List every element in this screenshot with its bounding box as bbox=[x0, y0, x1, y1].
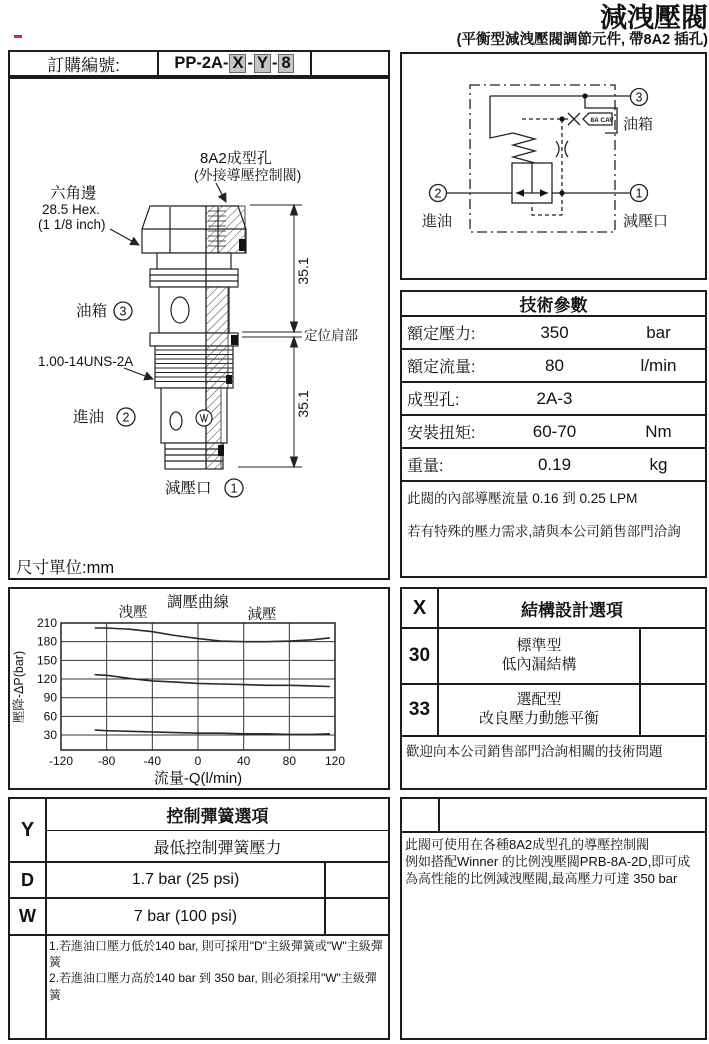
tank-port-number: 3 bbox=[119, 304, 127, 319]
option-empty-cell bbox=[324, 899, 388, 934]
dim-35-1-bottom: 35.1 bbox=[295, 390, 311, 418]
spring-pressure-value: 1.7 bar (25 psi) bbox=[131, 871, 240, 888]
param-value: 80 bbox=[545, 355, 564, 375]
option-empty-cell bbox=[639, 629, 705, 683]
option-code: 30 bbox=[402, 629, 439, 683]
x-tick-label: -80 bbox=[97, 754, 116, 768]
hex-label-line2: 28.5 Hex. bbox=[42, 202, 100, 217]
param-label: 安裝扭矩: bbox=[407, 425, 476, 442]
chart-xlabel: 流量-Q(l/min) bbox=[153, 770, 243, 787]
tank-port-label: 油箱 bbox=[76, 303, 108, 320]
chart-title: 調壓曲線 bbox=[166, 594, 230, 611]
option-code-y: Y bbox=[10, 799, 47, 861]
dimension-unit-note: 尺寸單位:mm bbox=[16, 559, 115, 577]
plug-cross-symbol bbox=[568, 113, 580, 125]
hex-label-line1: 六角邊 bbox=[50, 185, 97, 202]
page-title: 減洩壓閥 bbox=[600, 3, 708, 33]
spring-options-title: 控制彈簧選項 bbox=[47, 799, 388, 831]
junction-dots bbox=[559, 93, 587, 195]
param-label: 重量: bbox=[407, 458, 444, 475]
pilot-lines bbox=[522, 119, 568, 215]
option-code: W bbox=[10, 899, 47, 934]
order-code-sep: - bbox=[247, 54, 253, 72]
port-2-number: 2 bbox=[434, 186, 442, 201]
spring-options-subtitle: 最低控制彈簧壓力 bbox=[153, 840, 282, 857]
order-code-sep: - bbox=[271, 54, 278, 72]
shoulder-label: 定位肩部 bbox=[304, 328, 358, 343]
cavity-tag-label: 8A CAV bbox=[590, 117, 614, 124]
y-tick-label: 150 bbox=[36, 653, 57, 668]
y-tick-label: 210 bbox=[36, 616, 57, 630]
chart-series-curve-high bbox=[95, 628, 329, 642]
inlet-port-label: 進油 bbox=[73, 409, 105, 426]
spring-note-left-cell bbox=[10, 936, 47, 1038]
param-unit: Nm bbox=[645, 421, 672, 441]
order-number-label: 訂購編號: bbox=[47, 56, 120, 75]
structure-options-header bbox=[402, 589, 705, 629]
hex-leader-line bbox=[110, 229, 139, 245]
order-number-row bbox=[8, 50, 390, 77]
structure-options-title: 結構設計選項 bbox=[521, 600, 623, 620]
x-tick-label: 0 bbox=[194, 754, 202, 768]
hydraulic-schematic-box bbox=[400, 52, 707, 280]
order-code-option-8: 8 bbox=[278, 54, 293, 73]
structure-options-table bbox=[400, 587, 707, 790]
thread-spec-label: 1.00-14UNS-2A bbox=[38, 354, 134, 369]
valve-cross-section-drawing bbox=[10, 79, 388, 578]
spring-option-row-d bbox=[10, 863, 388, 899]
param-value: 0.19 bbox=[537, 454, 572, 474]
order-code bbox=[157, 52, 312, 75]
order-code-option-x: X bbox=[229, 54, 246, 73]
chart-ylabel: 壓降-ΔP(bar) bbox=[12, 650, 26, 724]
spring-pressure-value: 7 bar (100 psi) bbox=[133, 907, 238, 925]
thread-leader-line bbox=[124, 368, 153, 379]
cavity-leader-line bbox=[216, 183, 226, 202]
footer-note-box bbox=[400, 797, 707, 1040]
chart-plot-area bbox=[37, 616, 345, 768]
valve-envelope bbox=[470, 85, 615, 232]
param-value: 350 bbox=[540, 322, 569, 342]
spring-options-table bbox=[8, 797, 390, 1040]
option-empty-cell bbox=[324, 863, 388, 897]
spring-options-notes bbox=[49, 938, 388, 1003]
option-description bbox=[439, 629, 639, 683]
x-tick-label: 80 bbox=[282, 754, 297, 768]
x-tick-label: 40 bbox=[236, 754, 251, 768]
chart-series-curve-low bbox=[95, 730, 329, 734]
tech-params-title: 技術參數 bbox=[402, 292, 705, 317]
option-desc-line2: 改良壓力動態平衡 bbox=[478, 710, 599, 727]
spring-line bbox=[490, 96, 513, 138]
hydraulic-schematic bbox=[402, 54, 705, 278]
footer-empty-cell bbox=[402, 799, 440, 831]
y-tick-label: 90 bbox=[43, 690, 57, 705]
inlet-port-number: 2 bbox=[122, 410, 130, 425]
structure-option-row-30 bbox=[402, 629, 705, 685]
param-label: 成型孔: bbox=[407, 392, 460, 409]
outlet-port-number: 1 bbox=[230, 481, 238, 496]
chart-label-reducing: 減壓 bbox=[247, 607, 277, 623]
option-desc-line1: 選配型 bbox=[516, 691, 562, 709]
cavity-label-line1: 8A2成型孔 bbox=[200, 150, 272, 167]
option-code: 33 bbox=[402, 685, 439, 735]
page-subtitle: (平衡型減洩壓閥調節元件, 帶8A2 插孔) bbox=[456, 32, 708, 49]
pressure-curve-chart-box bbox=[8, 587, 390, 790]
table-row bbox=[402, 317, 705, 350]
chart-series-curve-mid bbox=[95, 675, 329, 687]
option-desc-line1: 標準型 bbox=[516, 637, 562, 655]
structure-options-note: 歡迎向本公司銷售部門洽詢相關的技術問題 bbox=[406, 744, 663, 759]
option-code: D bbox=[10, 863, 47, 897]
table-row bbox=[402, 383, 705, 416]
x-tick-label: -120 bbox=[48, 754, 74, 768]
outlet-port-label: 減壓口 bbox=[165, 480, 212, 497]
footer-note-line1: 此閥可使用在各種8A2成型孔的導壓控制閥 bbox=[405, 837, 650, 852]
order-code-option-y: Y bbox=[254, 54, 271, 73]
tech-note-1: 此閥的內部導壓流量 0.16 到 0.25 LPM bbox=[407, 491, 638, 506]
param-label: 額定壓力: bbox=[407, 326, 476, 343]
table-row bbox=[402, 350, 705, 383]
port-3-label: 油箱 bbox=[623, 116, 654, 133]
spring-note-2: 2.若進油口壓力高於140 bar 到 350 bar, 則必須採用"W"主級彈簧 bbox=[49, 971, 377, 1002]
x-tick-label: 120 bbox=[324, 754, 346, 768]
y-tick-label: 30 bbox=[43, 728, 57, 743]
param-value: 60-70 bbox=[532, 421, 577, 441]
spring-symbol bbox=[513, 133, 535, 163]
param-label: 額定流量: bbox=[407, 359, 476, 376]
spring-note-1: 1.若進油口壓力低於140 bar, 則可採用"D"主級彈簧或"W"主級彈簧 bbox=[49, 939, 383, 970]
footer-note-line3: 為高性能的比例減洩壓閥,最高壓力可達 350 bar bbox=[405, 870, 678, 886]
port-1-label: 減壓口 bbox=[623, 213, 669, 230]
y-tick-label: 120 bbox=[36, 672, 57, 687]
y-tick-label: 60 bbox=[43, 709, 57, 724]
cavity-label-line2: (外接導壓控制閥) bbox=[194, 167, 302, 183]
pressure-curve-chart bbox=[10, 589, 388, 788]
dimension-lines bbox=[238, 205, 302, 467]
table-row bbox=[402, 449, 705, 482]
param-unit: kg bbox=[649, 454, 668, 474]
port-2-label: 進油 bbox=[422, 213, 453, 230]
chart-label-relief: 洩壓 bbox=[118, 605, 148, 621]
footer-note-text bbox=[405, 837, 703, 888]
option-description bbox=[439, 685, 639, 735]
option-desc-line2: 低內漏結構 bbox=[501, 656, 577, 673]
dim-35-1-top: 35.1 bbox=[295, 257, 311, 285]
x-tick-label: -40 bbox=[143, 754, 162, 768]
red-mark bbox=[14, 35, 22, 38]
hex-label-line3: (1 1/8 inch) bbox=[38, 217, 106, 232]
tech-params-table bbox=[400, 290, 707, 578]
param-value: 2A-3 bbox=[536, 388, 573, 408]
port-3-number: 3 bbox=[635, 90, 643, 105]
footer-note-line2: 例如搭配Winner 的比例洩壓閥PRB-8A-2D,即可成 bbox=[405, 853, 691, 869]
structure-option-row-33 bbox=[402, 685, 705, 737]
option-empty-cell bbox=[639, 685, 705, 735]
y-tick-label: 180 bbox=[36, 634, 57, 649]
order-code-prefix: PP-2A- bbox=[174, 54, 229, 72]
valve-drawing-box bbox=[8, 77, 390, 580]
spring-options-header bbox=[10, 799, 388, 863]
footer-header-strip bbox=[402, 799, 705, 833]
title-block bbox=[457, 4, 708, 49]
tech-note-2: 若有特殊的壓力需求,請與本公司銷售部門洽詢 bbox=[407, 524, 681, 539]
param-unit: bar bbox=[646, 322, 671, 342]
table-row bbox=[402, 416, 705, 449]
option-code-x: X bbox=[402, 589, 439, 627]
param-unit: l/min bbox=[640, 355, 677, 375]
port-1-number: 1 bbox=[635, 186, 643, 201]
spring-option-row-w bbox=[10, 899, 388, 936]
